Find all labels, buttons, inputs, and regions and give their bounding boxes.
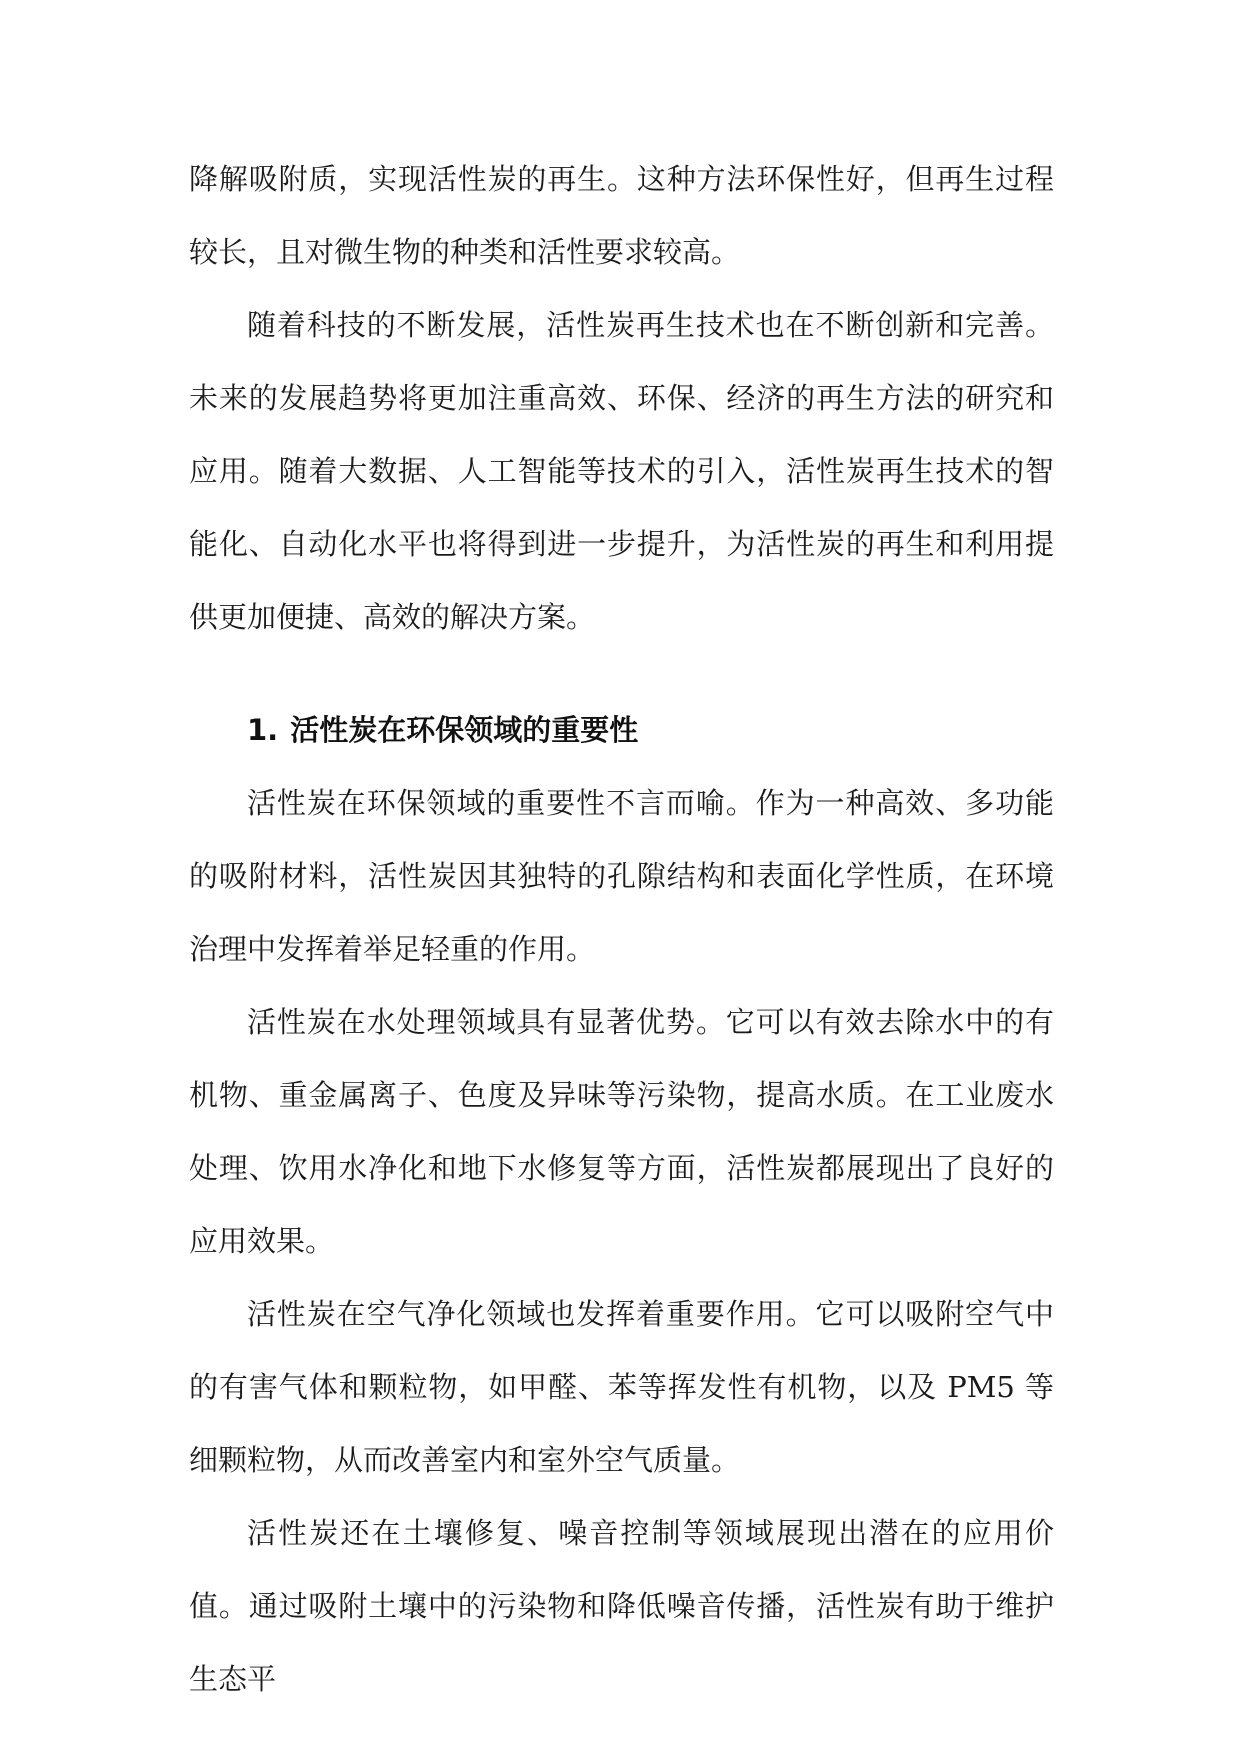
paragraph-importance: 活性炭在环保领域的重要性不言而喻。作为一种高效、多功能的吸附材料，活性炭因其独特的孔隙结构和表面化学性质，在环境治理中发挥着举足轻重的作用。	[189, 786, 1054, 966]
section-heading	[189, 694, 1054, 767]
section-number: 1.	[247, 713, 279, 747]
paragraph-water-treatment: 活性炭在水处理领域具有显著优势。它可以有效去除水中的有机物、重金属离子、色度及异味等污染物，提高水质。在工业废水处理、饮用水净化和地下水修复等方面，活性炭都展现出了良好的应用效果。	[189, 1005, 1054, 1258]
section-title: 活性炭在环保领域的重要性	[290, 713, 639, 747]
paragraph-air-purification: 活性炭在空气净化领域也发挥着重要作用。它可以吸附空气中的有害气体和颗粒物，如甲醛、苯等挥发性有机物，以及 PM5 等细颗粒物，从而改善室内和室外空气质量。	[189, 1297, 1054, 1477]
paragraph-soil-noise: 活性炭还在土壤修复、噪音控制等领域展现出潜在的应用价值。通过吸附土壤中的污染物和降低噪音传播，活性炭有助于维护生态平	[189, 1516, 1054, 1696]
paragraph-regeneration-trends: 随着科技的不断发展，活性炭再生技术也在不断创新和完善。未来的发展趋势将更加注重高效、环保、经济的再生方法的研究和应用。随着大数据、人工智能等技术的引入，活性炭再生技术的智能化、自动化水平也将得到进一步提升，为活性炭的再生和利用提供更加便捷、高效的解决方案。	[189, 308, 1054, 634]
paragraph-continued: 降解吸附质，实现活性炭的再生。这种方法环保性好，但再生过程较长，且对微生物的种类和活性要求较高。	[189, 162, 1054, 269]
document-body	[189, 143, 1054, 1716]
